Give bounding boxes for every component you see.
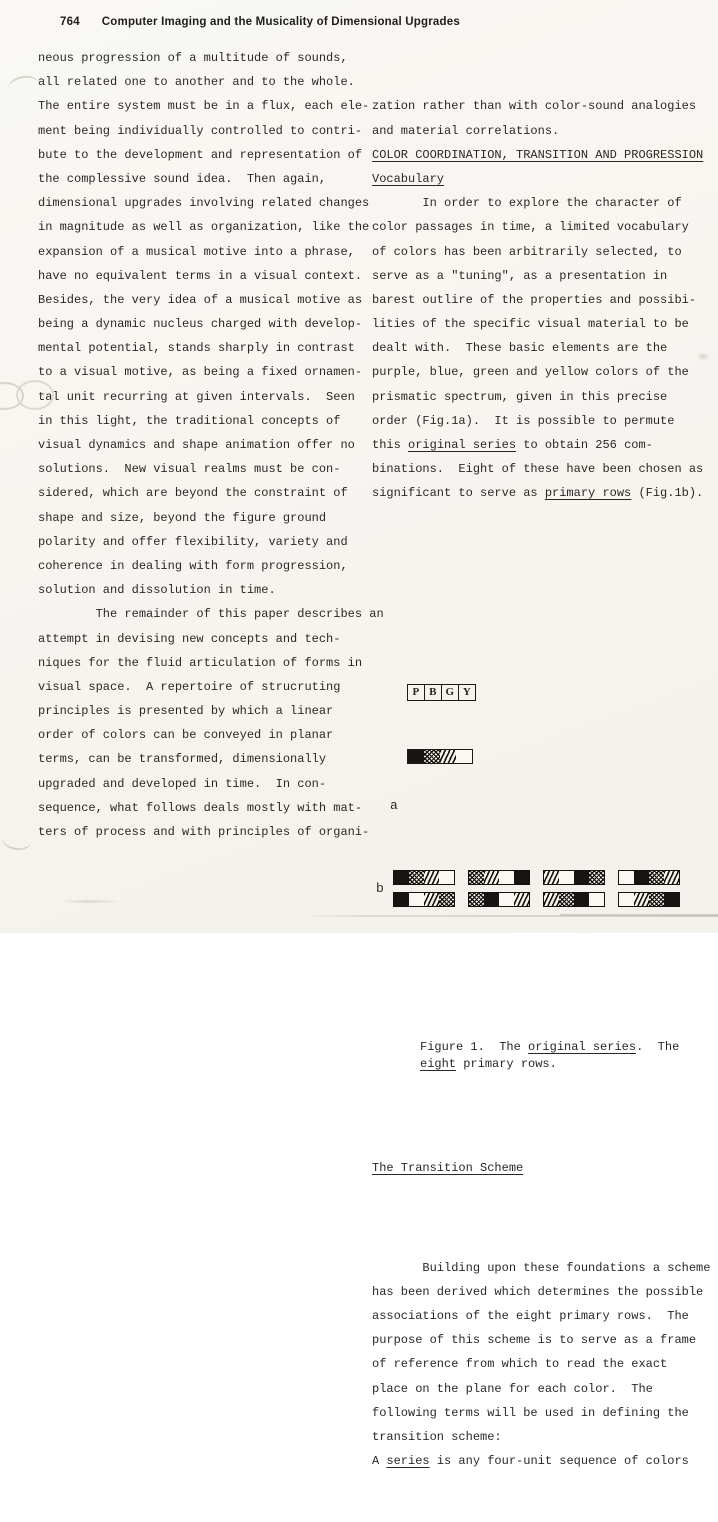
primary-row-box (468, 870, 530, 885)
text-segment: Figure 1. The (420, 1040, 529, 1055)
pattern-cell-P (634, 871, 649, 884)
text-segment: to obtain 256 com- (516, 438, 653, 453)
pattern-cell-B (469, 871, 484, 884)
primary-row-box (393, 892, 455, 907)
series-letter-row (407, 684, 479, 701)
text-line (372, 481, 712, 505)
text-line: polarity and offer flexibility, variety and (38, 534, 348, 549)
text-line: Building upon these foundations a scheme (372, 1260, 711, 1275)
pattern-cell-P (408, 750, 424, 763)
underlined-text: COLOR COORDINATION, TRANSITION AND PROGRESSION (372, 147, 704, 162)
text-line: of reference from which to read the exact (372, 1357, 668, 1372)
pattern-cell-B (649, 871, 664, 884)
text-line: ters of process and with principles of organi- (38, 825, 370, 839)
original-series-box (407, 636, 479, 813)
pattern-cell-B (559, 893, 574, 906)
pattern-cell-P (514, 871, 529, 884)
pattern-cell-G (544, 871, 559, 884)
figure-original-series (390, 636, 712, 813)
right-column-bottom-text (372, 1256, 712, 1474)
text-line: neous progression of a multitude of sounds, (38, 51, 348, 65)
primary-row-line (393, 892, 680, 907)
text-line: has been derived which determines the possible (372, 1284, 704, 1299)
underlined-text: series (386, 1454, 430, 1469)
series-letter-cell: Y (458, 684, 476, 701)
pattern-cell-Y (456, 750, 472, 763)
pattern-cell-Y (619, 871, 634, 884)
text-line: and material correlations. (372, 123, 560, 138)
underlined-text: Vocabulary (372, 171, 445, 186)
underlined-text: eight (420, 1056, 457, 1071)
pattern-cell-B (649, 893, 664, 906)
series-pattern-strip (407, 749, 473, 764)
pattern-cell-G (634, 893, 649, 906)
text-line: ment being individually controlled to contri- (38, 123, 363, 138)
series-letter-cell: B (424, 684, 442, 701)
text-line: order (Fig.1a). It is possible to permute (372, 413, 675, 428)
pattern-cell-G (664, 871, 679, 884)
primary-row-box (618, 892, 680, 907)
text-line: In order to explore the character of (372, 196, 682, 211)
text-line: place on the plane for each color. The (372, 1381, 653, 1396)
pattern-cell-G (544, 893, 559, 906)
primary-rows-grid (393, 870, 680, 907)
figure-label-a: a (390, 797, 398, 813)
underlined-text: original series (528, 1040, 637, 1055)
text-line: dealt with. These basic elements are the (372, 341, 668, 356)
text-line: all related one to another and to the whole. (38, 75, 355, 90)
text-line: in magnitude as well as organization, like the (38, 220, 370, 235)
underlined-text: primary rows (544, 486, 632, 501)
text-line: lities of the specific visual material to be (372, 317, 689, 332)
text-line: shape and size, beyond the figure ground (38, 510, 327, 525)
text-line: purple, blue, green and yellow colors of the (372, 365, 689, 380)
text-line: expansion of a musical motive into a phrase, (38, 244, 355, 259)
pattern-cell-P (394, 893, 409, 906)
text-line: visual dynamics and shape animation offer no (38, 438, 355, 452)
text-line: barest outlire of the properties and possibi- (372, 292, 697, 307)
primary-row-box (543, 870, 605, 885)
text-line: coherence in dealing with form progression, (38, 558, 348, 573)
underlined-text: The Transition Scheme (372, 1160, 524, 1175)
text-segment: this (372, 438, 409, 453)
pattern-cell-P (574, 893, 589, 906)
pattern-cell-Y (499, 871, 514, 884)
left-column (38, 46, 384, 844)
figure-label-b: b (376, 880, 384, 896)
text-line: dimensional upgrades involving related changes (38, 196, 370, 211)
section-heading-transition-scheme (372, 1156, 712, 1180)
text-line: of colors has been arbitrarily selected, to (372, 244, 682, 259)
text-line (372, 167, 712, 191)
text-line: serve as a "tuning", as a presentation in (372, 268, 668, 283)
text-line: solution and dissolution in time. (38, 583, 276, 598)
text-line: mental potential, stands sharply in contrast (38, 341, 355, 356)
text-line: in this light, the traditional concepts of (38, 413, 341, 428)
right-column-top-text (372, 94, 712, 505)
pattern-cell-G (424, 871, 439, 884)
pattern-cell-Y (409, 893, 424, 906)
text-line: tal unit recurring at given intervals. Seen (38, 389, 355, 404)
text-segment: primary rows. (456, 1056, 557, 1071)
text-line: being a dynamic nucleus charged with develop- (38, 317, 363, 332)
pattern-cell-B (439, 893, 454, 906)
text-line: sidered, which are beyond the constraint of (38, 486, 348, 501)
text-line: visual space. A repertoire of strucruting (38, 679, 341, 694)
text-line: color passages in time, a limited vocabulary (372, 220, 689, 235)
scan-artifact-arc (1, 826, 34, 852)
pattern-cell-G (440, 750, 456, 763)
pattern-cell-B (469, 893, 484, 906)
text-line: binations. Eight of these have been chosen as (372, 462, 704, 477)
pattern-cell-Y (499, 893, 514, 906)
pattern-cell-B (409, 871, 424, 884)
text-line: principles is presented by which a linear (38, 704, 334, 719)
pattern-cell-P (484, 893, 499, 906)
text-line: prismatic spectrum, given in this precise (372, 389, 668, 404)
text-line: transition scheme: (372, 1429, 502, 1444)
primary-row-box (618, 870, 680, 885)
pattern-cell-G (424, 893, 439, 906)
pattern-cell-P (574, 871, 589, 884)
text-line: sequence, what follows deals mostly with mat- (38, 800, 363, 815)
figure-caption (420, 1039, 712, 1072)
pattern-cell-G (484, 871, 499, 884)
series-letter-cell: P (407, 684, 425, 701)
text-line (372, 143, 712, 167)
series-letter-cell: G (441, 684, 459, 701)
text-line: The entire system must be in a flux, each ele- (38, 99, 370, 114)
text-line: bute to the development and representation of (38, 147, 363, 162)
pattern-cell-P (394, 871, 409, 884)
text-line: to a visual motive, as being a fixed ornamen- (38, 365, 363, 380)
scan-artifact-smudge (60, 900, 120, 903)
text-line: purpose of this scheme is to serve as a frame (372, 1333, 697, 1348)
pattern-cell-B (589, 871, 604, 884)
text-segment: significant to serve as (372, 486, 545, 501)
text-segment: . The (636, 1040, 680, 1055)
text-line: attempt in devising new concepts and tech- (38, 631, 341, 646)
text-segment: (Fig.1b). (631, 486, 704, 501)
scan-artifact-line (560, 914, 718, 916)
figure-1 (372, 587, 712, 955)
running-title: Computer Imaging and the Musicality of Dimensional Upgrades (101, 16, 460, 28)
scan-artifact-arc (6, 73, 41, 100)
right-column (372, 46, 712, 1522)
text-line: niques for the fluid articulation of forms in (38, 655, 363, 670)
pattern-cell-G (514, 893, 529, 906)
text-segment: A (372, 1454, 387, 1469)
text-line: Besides, the very idea of a musical motive as (38, 292, 363, 307)
page-number: 764 (60, 16, 80, 28)
pattern-cell-Y (559, 871, 574, 884)
text-line: The remainder of this paper describes an (38, 607, 384, 622)
text-line: associations of the eight primary rows. The (372, 1309, 689, 1324)
pattern-cell-Y (439, 871, 454, 884)
text-line (372, 1449, 712, 1473)
pattern-cell-P (664, 893, 679, 906)
underlined-text: original series (408, 438, 517, 453)
text-line: terms, can be transformed, dimensionally (38, 752, 327, 767)
text-segment: is any four-unit sequence of colors (429, 1454, 689, 1469)
text-line: solutions. New visual realms must be con- (38, 462, 341, 477)
scan-artifact-smudge (696, 352, 710, 361)
primary-row-line (393, 870, 680, 885)
text-line: zation rather than with color-sound analogies (372, 99, 697, 114)
pattern-cell-B (424, 750, 440, 763)
text-line: following terms will be used in defining the (372, 1405, 689, 1420)
pattern-cell-Y (589, 893, 604, 906)
text-line: the complessive sound idea. Then again, (38, 171, 327, 186)
page-header (60, 16, 460, 28)
text-line: upgraded and developed in time. In con- (38, 776, 327, 791)
primary-row-box (468, 892, 530, 907)
text-line: order of colors can be conveyed in planar (38, 728, 334, 743)
text-line (372, 1156, 712, 1180)
text-line (372, 433, 712, 457)
text-line (420, 1039, 712, 1056)
scan-artifact-ring (16, 380, 54, 410)
text-line: have no equivalent terms in a visual context. (38, 268, 363, 283)
primary-row-box (393, 870, 455, 885)
primary-row-box (543, 892, 605, 907)
text-line (420, 1056, 712, 1073)
figure-primary-rows (376, 870, 712, 907)
pattern-cell-Y (619, 893, 634, 906)
